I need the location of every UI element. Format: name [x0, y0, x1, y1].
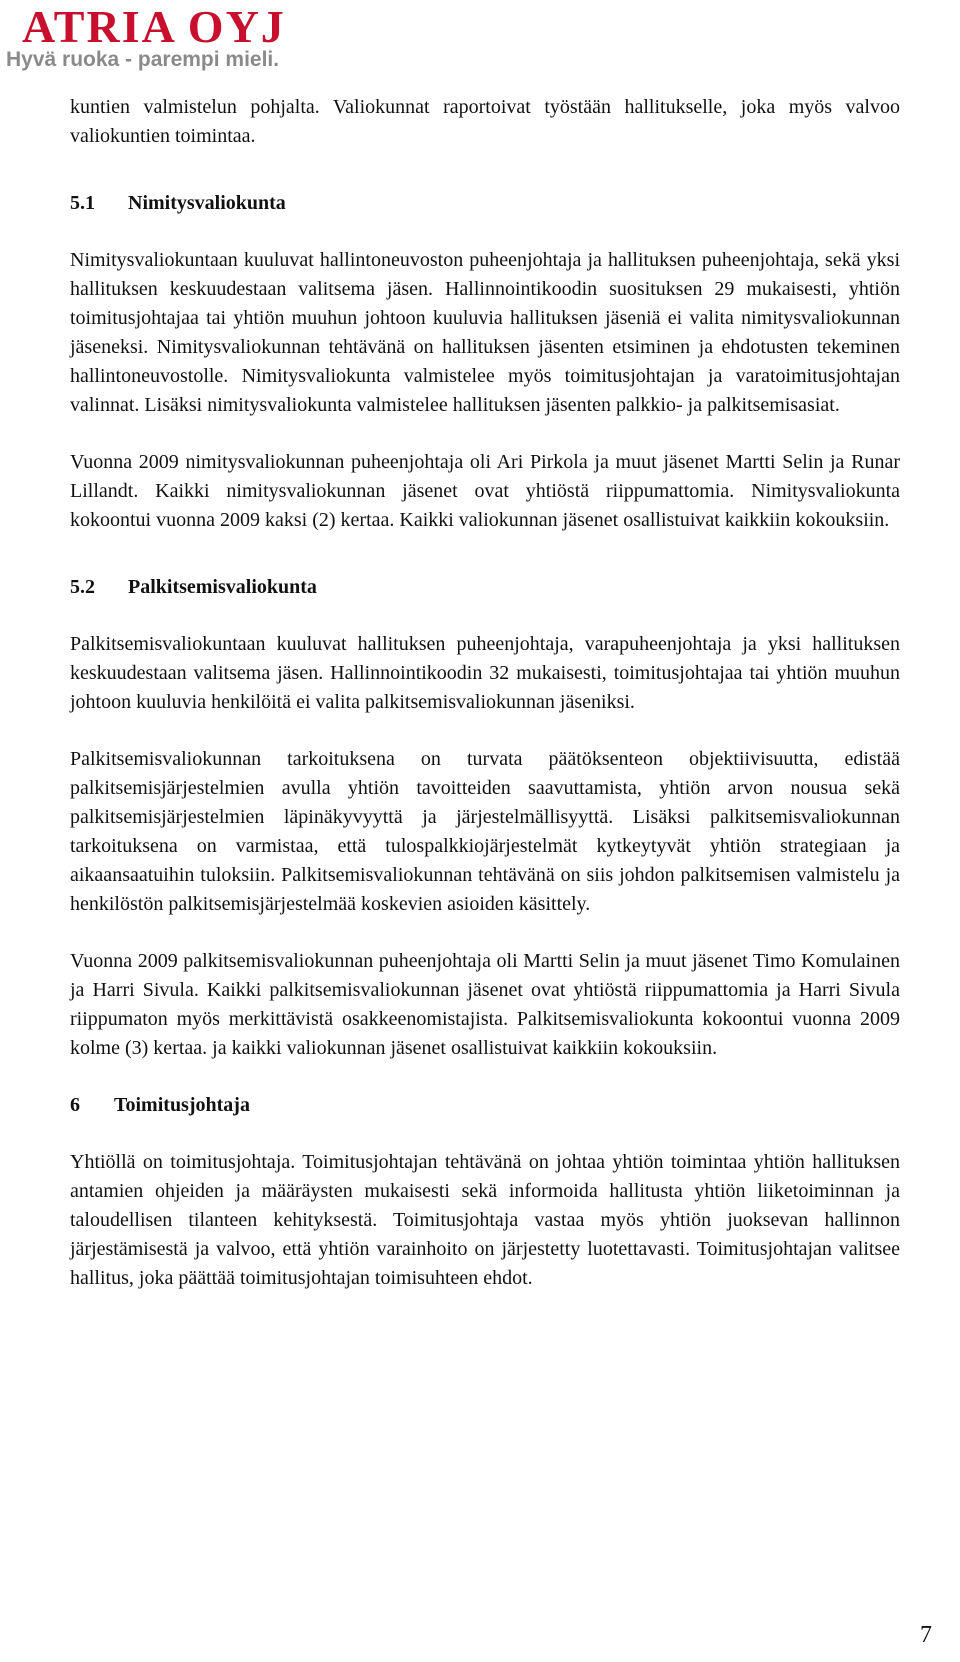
logo-brand-name: ATRIA OYJ: [22, 1, 286, 52]
paragraph: Palkitsemisvaliokunnan tarkoituksena on turvata päätöksenteon objektiivisuutta, edistää palkitsemisjärjestelmien avulla yhtiön tavoitteiden saavuttamista, yhtiön arvon nousua sekä palkitsemisjärjestelmien läpinäkyvyyttä ja järjestelmällisyyttä. Lisäksi palkitsemisvaliokunnan tarkoituksena on varmistaa, että tulospalkkiojärjestelmät kytkeytyvät yhtiön strategiaan ja aikaansaatuihin tuloksiin. Palkitsemisvaliokunnan tehtävänä on siis johdon palkitsemisen valmistelu ja henkilöstön palkitsemisjärjestelmää koskevien asioiden käsittely.: [70, 748, 900, 915]
page-number: 7: [920, 1622, 932, 1648]
paragraph: Vuonna 2009 nimitysvaliokunnan puheenjohtaja oli Ari Pirkola ja muut jäsenet Martti Selin ja Runar Lillandt. Kaikki nimitysvaliokunnan jäsenet ovat yhtiöstä riippumattomia. Nimitysvaliokunta kokoontui vuonna 2009 kaksi (2) kertaa. Kaikki valiokunnan jäsenet osallistuivat kaikkiin kokouksiin.: [70, 451, 900, 531]
section-title: Palkitsemisvaliokunta: [128, 576, 317, 598]
section-heading-5-1: [70, 189, 900, 218]
section-title: Nimitysvaliokunta: [128, 192, 286, 214]
section-number: 5.1: [70, 192, 95, 214]
document-body: [70, 93, 900, 1293]
paragraph: Yhtiöllä on toimitusjohtaja. Toimitusjohtajan tehtävänä on johtaa yhtiön toimintaa yhtiön hallituksen antamien ohjeiden ja määräysten mukaisesti sekä informoida hallitusta yhtiön liiketoiminnan ja taloudellisen tilanteen kehityksestä. Toimitusjohtaja vastaa myös yhtiön juoksevan hallinnon järjestämisestä ja valvoo, että yhtiön varainhoito on järjestetty luotettavasti. Toimitusjohtajan valitsee hallitus, joka päättää toimitusjohtajan toimisuhteen ehdot.: [70, 1151, 900, 1289]
logo-tagline: Hyvä ruoka - parempi mieli.: [6, 48, 280, 71]
section-title: Toimitusjohtaja: [114, 1094, 250, 1116]
paragraph: Nimitysvaliokuntaan kuuluvat hallintoneuvoston puheenjohtaja ja hallituksen puheenjohtaja, sekä yksi hallituksen keskuudestaan valitsema jäsen. Hallinnointikoodin suosituksen 29 mukaisesti, yhtiön toimitusjohtajaa tai yhtiön muuhun johtoon kuuluvia hallituksen jäseniä ei valita nimitysvaliokunnan jäseneksi. Nimitysvaliokunnan tehtävänä on hallituksen jäsenten etsiminen ja ehdotusten tekeminen hallintoneuvostolle. Nimitysvaliokunta valmistelee myös toimitusjohtajan ja varatoimitusjohtajan valinnat. Lisäksi nimitysvaliokunta valmistelee hallituksen jäsenten palkkio- ja palkitsemisasiat.: [70, 249, 900, 416]
section-number: 5.2: [70, 576, 95, 598]
company-logo: [4, 2, 284, 74]
section-heading-5-2: [70, 573, 900, 602]
paragraph: Palkitsemisvaliokuntaan kuuluvat hallituksen puheenjohtaja, varapuheenjohtaja ja yksi hallituksen keskuudestaan valitsema jäsen. Hallinnointikoodin 32 mukaisesti, toimitusjohtajaa tai yhtiön muuhun johtoon kuuluvia henkilöitä ei valita palkitsemisvaliokunnan jäseniksi.: [70, 633, 900, 713]
paragraph: Vuonna 2009 palkitsemisvaliokunnan puheenjohtaja oli Martti Selin ja muut jäsenet Timo Komulainen ja Harri Sivula. Kaikki palkitsemisvaliokunnan jäsenet ovat yhtiöstä riippumattomia ja Harri Sivula riippumaton myös merkittävistä osakkeenomistajista. Palkitsemisvaliokunta kokoontui vuonna 2009 kolme (3) kertaa. ja kaikki valiokunnan jäsenet osallistuivat kaikkiin kokouksiin.: [70, 950, 900, 1059]
intro-paragraph: kuntien valmistelun pohjalta. Valiokunnat raportoivat työstään hallitukselle, joka myös valvoo valiokuntien toimintaa.: [70, 96, 900, 147]
section-number: 6: [70, 1094, 80, 1116]
section-heading-6: [70, 1091, 900, 1120]
